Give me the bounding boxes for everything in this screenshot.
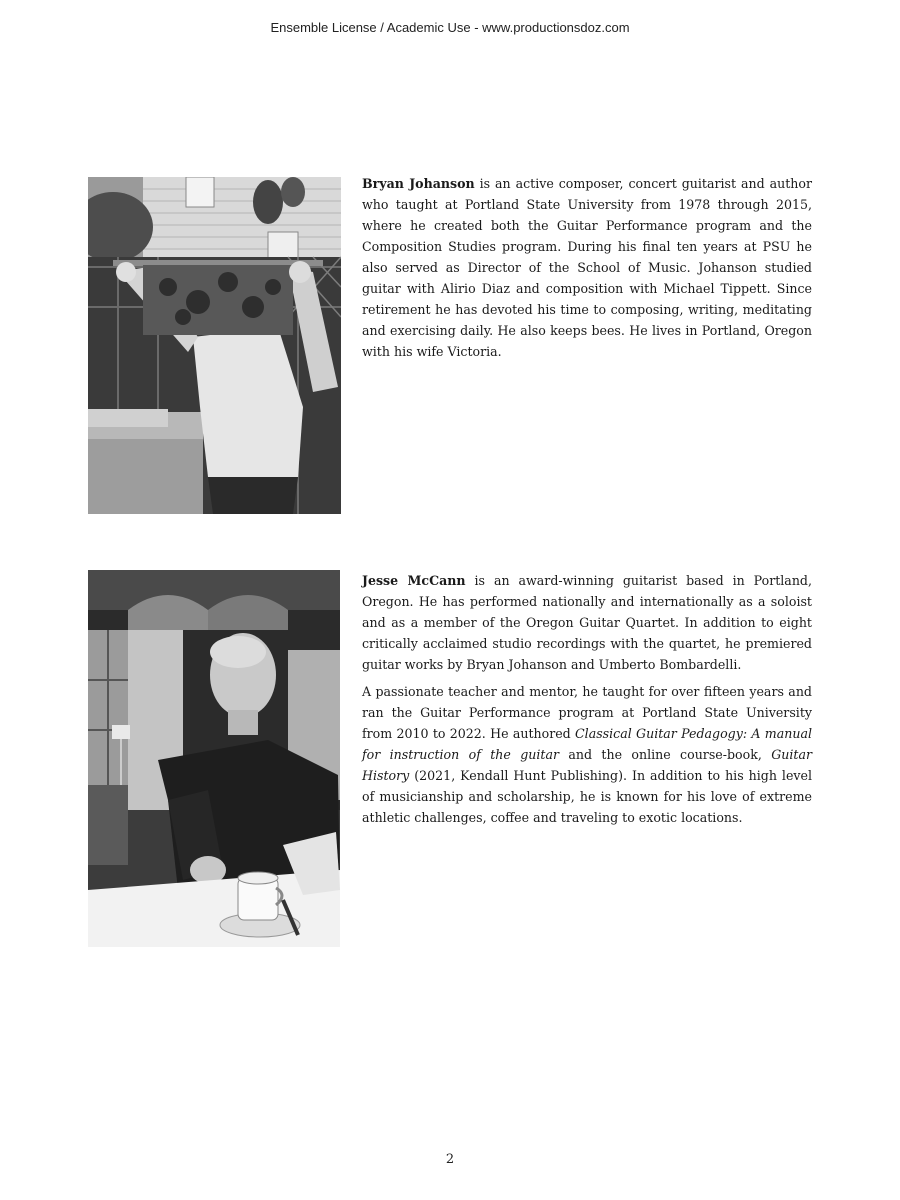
bio-bryan-johanson (362, 173, 812, 368)
bio-text: is an award-winning guitarist based in Portland, Oregon. He has performed nationally and internationally as a soloist and as a member of the Oregon Guitar Quartet. In addition to eight critically acclaimed studio recordings with the quartet, he premiered guitar works by Bryan Johanson and Umberto Bombardelli. (362, 573, 812, 672)
bio-text: (2021, Kendall Hunt Publishing). In addition to his high level of musicianship and scholarship, he is known for his love of extreme athletic challenges, coffee and traveling to exotic locations. (362, 768, 812, 825)
photo-jesse-mccann (88, 570, 340, 947)
bio-paragraph (362, 570, 812, 675)
bio-name: Jesse McCann (362, 573, 466, 588)
license-header: Ensemble License / Academic Use - www.productionsdoz.com (270, 20, 630, 35)
bio-text: A passionate teacher and mentor, he taught for over fifteen years and ran the Guitar Performance program at Portland State University from 2010 to 2022. He authored (362, 684, 812, 741)
bio-name: Bryan Johanson (362, 176, 475, 191)
book-title: Guitar History (362, 747, 813, 783)
photo-bryan-johanson (88, 177, 341, 514)
bio-text: is an active composer, concert guitarist and author who taught at Portland State University from 1978 through 2015, where he created both the Guitar Performance program and the Composition Studies program. During his final ten years at PSU he also served as Director of the School of Music. Johanson studied guitar with Alirio Diaz and composition with Michael Tippett. Since retirement he has devoted his time to composing, writing, meditating and exercising daily. He also keeps bees. He lives in Portland, Oregon with his wife Victoria. (362, 176, 812, 359)
bio-text: and the online course-book, (559, 747, 772, 762)
bio-paragraph (362, 681, 812, 828)
book-title: Classical Guitar Pedagogy: A manual for instruction of the guitar (362, 726, 812, 762)
bio-paragraph (362, 173, 812, 362)
page-number: 2 (445, 1152, 455, 1167)
bio-jesse-mccann (362, 570, 812, 834)
